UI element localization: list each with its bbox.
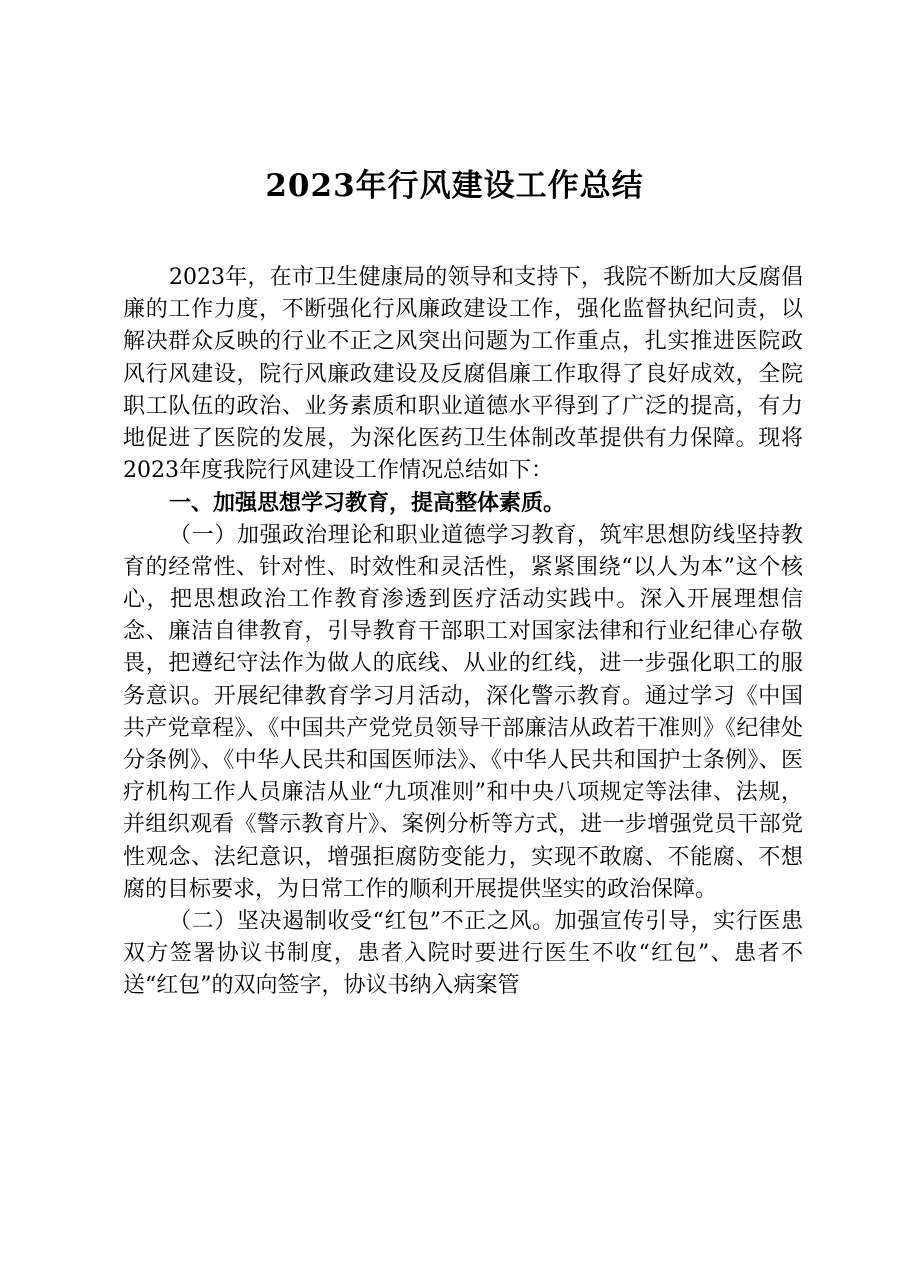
item-one-lead: （一）加强政治理论和职业道德学习教育，筑牢思想防线: [169, 522, 736, 548]
item-two-paragraph: [123, 906, 803, 1003]
document-body: [123, 262, 803, 1003]
item-two-body: 加强宣传引导，实行医患双方签署协议书制度，患者入院时要进行医生不收“红包”、患者不送“红包”的双向签字，协议书纳入病案管: [123, 909, 803, 999]
document-title: 2023年行风建设工作总结: [265, 168, 644, 204]
section-heading: 一、加强思想学习教育，提高整体素质。: [169, 490, 566, 517]
item-one-paragraph: [123, 520, 803, 906]
intro-paragraph: 2023年，在市卫生健康局的领导和支持下，我院不断加大反腐倡廉的工作力度，不断强化行风廉政建设工作，强化监督执纪问责，以解决群众反映的行业不正之风突出问题为工作重点，扎实推进医院政风行风建设，院行风廉政建设及反腐倡廉工作取得了良好成效，全院职工队伍的政治、业务素质和职业道德水平得到了广泛的提高，有力地促进了医院的发展，为深化医药卫生体制改革提供有力保障。现将2023年度我院行风建设工作情况总结如下：: [123, 265, 803, 484]
item-two-lead: （二）坚决遏制收受“红包”不正之风。: [169, 909, 555, 935]
item-one-body: 坚持教育的经常性、针对性、时效性和灵活性，紧紧围绕“以人为本”这个核心，把思想政治工作教育渗透到医疗活动实践中。深入开展理想信念、廉洁自律教育，引导教育干部职工对国家法律和行业纪律心存敬畏，把遵纪守法作为做人的底线、从业的红线，进一步强化职工的服务意识。开展纪律教育学习月活动，深化警示教育。通过学习《中国共产党章程》、《中国共产党党员领导干部廉洁从政若干准则》《纪律处分条例》、《中华人民共和国医师法》、《中华人民共和国护士条例》、医疗机构工作人员廉洁从业“九项准则”和中央八项规定等法律、法规，并组织观看《警示教育片》、案例分析等方式，进一步增强党员干部党性观念、法纪意识，增强拒腐防变能力，实现不敢腐、不能腐、不想腐的目标要求，为日常工作的顺利开展提供坚实的政治保障。: [123, 522, 803, 902]
